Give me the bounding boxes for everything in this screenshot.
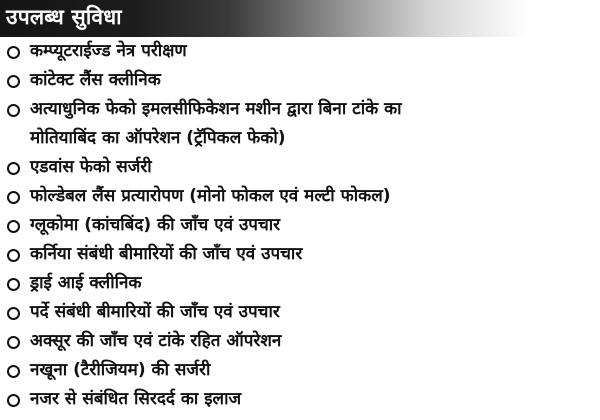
facility-text: पर्दे संबंधी बीमारियों की जाँच एवं उपचार [30, 302, 280, 322]
list-item [0, 385, 600, 414]
facility-text: ग्लूकोमा (कांचबिंद) की जाँच एवं उपचार [30, 215, 281, 235]
circle-bullet-icon [7, 307, 20, 320]
facilities-list [0, 37, 600, 414]
circle-bullet-icon [7, 278, 20, 291]
circle-bullet-icon [7, 162, 20, 175]
facility-text: कांटेक्ट लैंस क्लीनिक [30, 70, 161, 90]
list-item [0, 327, 600, 356]
facility-text-line-2: मोतियाबिंद का ऑपरेशन (ट्रॅपिकल फेको) [30, 128, 286, 148]
section-header [0, 0, 600, 37]
list-item [0, 240, 600, 269]
list-item [0, 356, 600, 385]
facility-text: ड्राई आई क्लीनिक [30, 273, 142, 293]
list-item [0, 37, 600, 66]
facility-text: कम्प्यूटराईज्ड नेत्र परीक्षण [30, 41, 187, 61]
circle-bullet-icon [7, 104, 20, 117]
list-item [0, 182, 600, 211]
list-item [0, 95, 600, 153]
circle-bullet-icon [7, 220, 20, 233]
list-item [0, 269, 600, 298]
list-item [0, 211, 600, 240]
circle-bullet-icon [7, 46, 20, 59]
facility-text: नखूना (टैरीजियम) की सर्जरी [30, 360, 211, 380]
list-item [0, 153, 600, 182]
circle-bullet-icon [7, 336, 20, 349]
circle-bullet-icon [7, 191, 20, 204]
circle-bullet-icon [7, 249, 20, 262]
facility-text: फोल्डेबल लैंस प्रत्यारोपण (मोनो फोकल एवं मल्टी फोकल) [30, 186, 391, 206]
facility-text: अक्सूर की जाँच एवं टांके रहित ऑपरेशन [30, 331, 282, 351]
list-item [0, 298, 600, 327]
circle-bullet-icon [7, 394, 20, 407]
facility-text-line-1: अत्याधुनिक फेको इमलसीफिकेशन मशीन द्वारा बिना टांके का [30, 99, 402, 119]
facility-text: नजर से संबंधित सिरदर्द का इलाज [30, 389, 242, 409]
facility-text: कर्निया संबंधी बीमारियों की जाँच एवं उपचार [30, 244, 303, 264]
list-item [0, 66, 600, 95]
facility-text: एडवांस फेको सर्जरी [30, 157, 152, 177]
circle-bullet-icon [7, 75, 20, 88]
section-title: उपलब्ध सुविधा [6, 5, 122, 29]
circle-bullet-icon [7, 365, 20, 378]
